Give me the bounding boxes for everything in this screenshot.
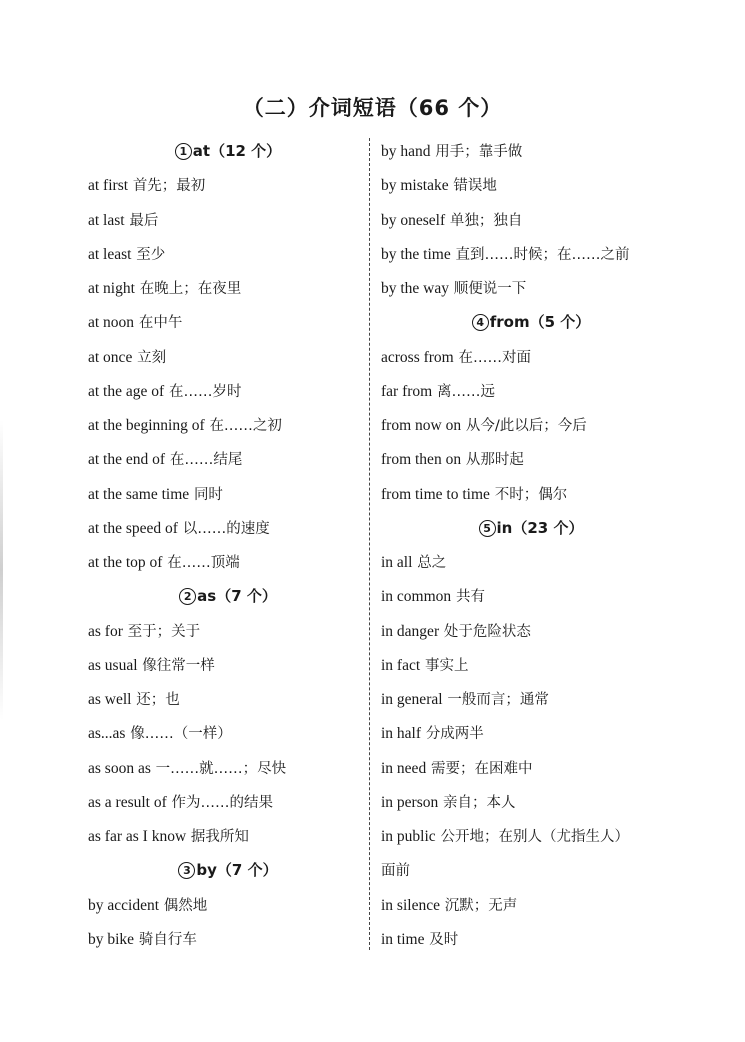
phrase-chinese: 作为……的结果	[171, 794, 274, 811]
phrase-chinese: 最后	[129, 212, 159, 229]
phrase-chinese: 共有	[455, 589, 485, 606]
phrase-english: from now on	[381, 417, 462, 434]
phrase-entry	[88, 477, 368, 511]
phrase-entry	[381, 922, 681, 956]
phrase-chinese: 在……对面	[458, 349, 532, 366]
phrase-entry	[88, 922, 368, 956]
phrase-chinese: 在……之初	[209, 418, 282, 434]
phrase-entry	[88, 442, 368, 476]
phrase-entry	[381, 819, 681, 853]
phrase-entry	[88, 203, 368, 237]
phrase-chinese: 直到……时候；在……之前	[455, 246, 630, 263]
section-heading	[381, 305, 681, 339]
phrase-chinese: 在……岁时	[168, 383, 242, 400]
phrase-entry	[381, 408, 681, 442]
circled-number: 3	[178, 862, 195, 879]
phrase-english: as...as	[88, 725, 126, 743]
phrase-english: from then on	[381, 451, 462, 469]
phrase-chinese: 处于危险状态	[443, 623, 531, 640]
phrase-chinese: 骑自行车	[138, 931, 197, 948]
phrase-chinese: 公开地；在别人（尤指生人）	[440, 829, 629, 845]
phrase-entry	[381, 545, 681, 579]
phrase-entry	[88, 511, 368, 545]
phrase-english: in half	[381, 725, 422, 743]
phrase-entry	[381, 648, 681, 682]
phrase-entry	[88, 340, 368, 374]
circled-number: 4	[472, 314, 489, 331]
phrase-entry	[88, 374, 368, 408]
phrase-entry	[88, 716, 368, 750]
phrase-english: by accident	[88, 896, 160, 914]
phrase-entry	[381, 340, 681, 374]
phrase-english: by oneself	[381, 211, 446, 229]
phrase-chinese: 像……（一样）	[130, 726, 232, 743]
phrase-chinese: 从那时起	[465, 452, 524, 469]
phrase-entry	[381, 579, 681, 613]
phrase-english: as soon as	[88, 759, 151, 777]
left-column	[88, 134, 368, 956]
phrase-english: as for	[88, 622, 123, 640]
phrase-english: as usual	[88, 656, 138, 674]
column-divider	[369, 138, 370, 950]
phrase-english: as far as I know	[88, 828, 187, 845]
phrase-entry	[88, 888, 368, 922]
section-label: from（5 个）	[489, 313, 591, 332]
phrase-entry	[381, 785, 681, 819]
phrase-chinese: 至于；关于	[127, 623, 201, 640]
phrase-entry	[88, 237, 368, 271]
phrase-english: at last	[88, 211, 125, 229]
phrase-english: in fact	[381, 656, 421, 674]
phrase-chinese: 沉默；无声	[444, 897, 518, 914]
circled-number: 5	[479, 520, 496, 537]
phrase-chinese: 事实上	[424, 657, 469, 674]
phrase-entry	[381, 477, 681, 511]
right-column	[381, 134, 681, 956]
phrase-entry	[88, 545, 368, 579]
phrase-chinese: 在……结尾	[169, 452, 243, 469]
phrase-english: as well	[88, 691, 132, 708]
phrase-english: in person	[381, 793, 439, 811]
phrase-english: by the way	[381, 280, 450, 297]
phrase-chinese: 从今/此以后；今后	[465, 418, 587, 434]
phrase-chinese: 至少	[136, 246, 166, 263]
phrase-chinese: 偶然地	[163, 897, 208, 914]
phrase-chinese: 用手；靠手做	[435, 144, 523, 160]
phrase-chinese: 同时	[193, 486, 223, 503]
phrase-chinese: 面前	[381, 863, 410, 880]
phrase-entry	[88, 305, 368, 339]
phrase-entry	[88, 648, 368, 682]
phrase-entry	[381, 888, 681, 922]
circled-number: 1	[175, 143, 192, 160]
section-heading	[381, 511, 681, 545]
phrase-chinese: 一般而言；通常	[447, 692, 549, 708]
phrase-chinese: 像往常一样	[142, 657, 215, 674]
phrase-english: at night	[88, 280, 135, 297]
phrase-chinese: 错误地	[453, 178, 497, 195]
circled-number: 2	[179, 588, 196, 605]
phrase-english: at the speed of	[88, 519, 178, 537]
phrase-english: far from	[381, 382, 433, 400]
phrase-entry	[88, 785, 368, 819]
section-heading	[88, 579, 368, 613]
phrase-entry	[88, 614, 368, 648]
phrase-english: at noon	[88, 314, 135, 332]
phrase-chinese: 一……就……；尽快	[155, 760, 287, 777]
section-label: as（7 个）	[197, 587, 277, 606]
section-heading	[88, 134, 368, 168]
phrase-chinese: 顺便说一下	[453, 281, 527, 297]
phrase-english: at first	[88, 177, 129, 195]
page-title: （二）介词短语（66 个）	[242, 96, 503, 120]
phrase-chinese: 不时；偶尔	[494, 486, 568, 503]
phrase-entry	[381, 682, 681, 716]
section-label: in（23 个）	[496, 518, 584, 537]
phrase-chinese: 单独；独自	[449, 212, 523, 229]
phrase-entry	[88, 168, 368, 202]
phrase-chinese: 在中午	[138, 315, 183, 332]
phrase-chinese: 在晚上；在夜里	[139, 281, 242, 297]
phrase-chinese: 总之	[417, 555, 447, 571]
phrase-chinese: 首先；最初	[132, 178, 206, 195]
phrase-english: at the top of	[88, 554, 163, 571]
phrase-english: at the same time	[88, 485, 190, 503]
phrase-chinese: 据我所知	[190, 829, 249, 845]
phrase-chinese: 以……的速度	[182, 520, 270, 537]
section-label: by（7 个）	[196, 861, 278, 880]
phrase-english: in time	[381, 930, 425, 948]
phrase-english: in common	[381, 588, 452, 606]
phrase-english: in need	[381, 759, 427, 777]
phrase-chinese: 亲自；本人	[443, 794, 516, 811]
phrase-english: by hand	[381, 143, 431, 160]
phrase-entry	[88, 408, 368, 442]
phrase-english: in public	[381, 828, 436, 845]
section-label: at（12 个）	[192, 142, 282, 160]
phrase-entry	[381, 237, 681, 271]
phrase-english: across from	[381, 348, 454, 366]
phrase-chinese: 需要；在困难中	[430, 760, 533, 777]
phrase-entry	[381, 716, 681, 750]
phrase-english: by mistake	[381, 177, 449, 195]
phrase-english: by bike	[88, 930, 135, 948]
phrase-chinese: 离……远	[437, 383, 495, 400]
phrase-chinese: 在……顶端	[167, 555, 240, 571]
phrase-entry	[88, 751, 368, 785]
phrase-entry	[381, 853, 681, 887]
phrase-english: at least	[88, 245, 132, 263]
phrase-chinese: 及时	[429, 931, 459, 948]
phrase-english: as a result of	[88, 793, 167, 811]
phrase-entry	[381, 168, 681, 202]
phrase-english: at the end of	[88, 451, 166, 469]
phrase-english: from time to time	[381, 485, 490, 503]
phrase-entry	[381, 751, 681, 785]
scan-shadow	[0, 420, 3, 720]
phrase-chinese: 还；也	[136, 692, 180, 708]
section-heading	[88, 853, 368, 887]
phrase-entry	[88, 271, 368, 305]
phrase-entry	[381, 614, 681, 648]
phrase-english: at the beginning of	[88, 417, 205, 434]
phrase-english: in danger	[381, 622, 440, 640]
phrase-english: at once	[88, 348, 133, 366]
phrase-chinese: 立刻	[137, 349, 167, 366]
phrase-english: in general	[381, 691, 443, 708]
phrase-entry	[381, 442, 681, 476]
phrase-entry	[381, 134, 681, 168]
phrase-entry	[381, 203, 681, 237]
phrase-english: by the time	[381, 245, 451, 263]
phrase-entry	[381, 271, 681, 305]
phrase-entry	[88, 682, 368, 716]
phrase-english: at the age of	[88, 382, 165, 400]
phrase-chinese: 分成两半	[425, 726, 484, 743]
phrase-english: in silence	[381, 896, 440, 914]
phrase-english: in all	[381, 554, 413, 571]
phrase-entry	[381, 374, 681, 408]
phrase-entry	[88, 819, 368, 853]
